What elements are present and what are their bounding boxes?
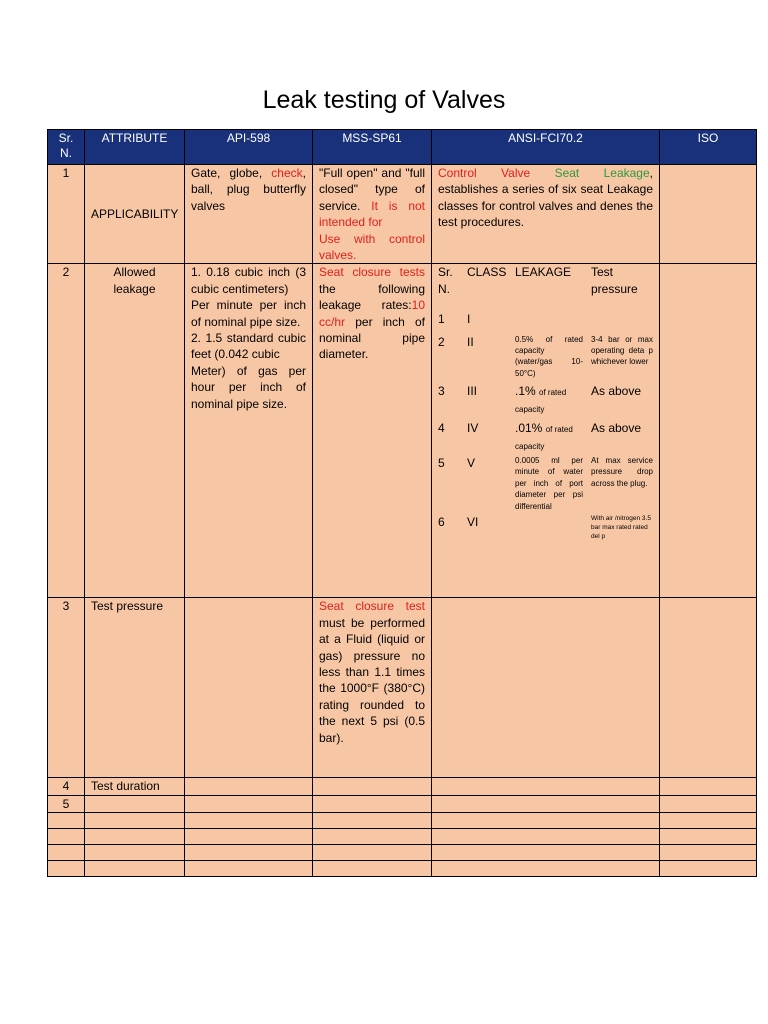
- list-item: [438, 453, 653, 512]
- lc-4-n: 4: [438, 421, 445, 436]
- lc-3-n: 3: [438, 384, 445, 399]
- lc-6-leakage: [515, 512, 583, 541]
- lc-1-class: I: [467, 312, 471, 327]
- empty-cell: [48, 829, 85, 845]
- table-row: [48, 861, 757, 877]
- header-iso: ISO: [660, 130, 757, 165]
- table-row: [48, 845, 757, 861]
- row1-ansi-text-a: Control Valve: [438, 166, 531, 180]
- header-sr: Sr. N.: [48, 130, 85, 165]
- empty-cell: [85, 813, 185, 829]
- empty-cell: [432, 861, 660, 877]
- list-item: [438, 328, 653, 380]
- empty-cell: [85, 861, 185, 877]
- lc-4-class: IV: [467, 421, 479, 436]
- empty-cell: [313, 861, 432, 877]
- row5-sr: 5: [48, 795, 85, 812]
- lc-2-leakage: 0.5% of rated capacity (water/gas 10-50°C): [515, 334, 583, 378]
- lc-4-test: As above: [591, 421, 642, 436]
- empty-cell: [48, 845, 85, 861]
- row1-api: [185, 165, 313, 264]
- row5-mss: [313, 795, 432, 812]
- empty-cell: [313, 829, 432, 845]
- leakage-class-table: [438, 264, 653, 541]
- row2-ansi: [432, 264, 660, 598]
- header-attribute: ATTRIBUTE: [85, 130, 185, 165]
- header-api: API-598: [185, 130, 313, 165]
- row3-mss-text-b: must be performed at a Fluid (liquid or gas) pressure no less than 1.1 times the 1000°F (380°C) rating rounded to the next 5 psi (0.5 bar).: [319, 615, 425, 745]
- row3-sr: 3: [48, 598, 85, 778]
- row1-iso: [660, 165, 757, 264]
- empty-cell: [660, 813, 757, 829]
- row4-ansi: [432, 778, 660, 795]
- row2-api-text-a: 1. 0.18 cubic inch (3 cubic centimeters): [191, 265, 306, 296]
- lc-5-class: V: [467, 455, 476, 470]
- row1-api-text-a: Gate, globe,: [191, 166, 272, 180]
- row4-attribute: Test duration: [85, 778, 185, 795]
- table-row: [48, 829, 757, 845]
- row2-api: [185, 264, 313, 598]
- list-item: [438, 379, 653, 416]
- lc-4-leakage-b: of rated capacity: [515, 425, 573, 451]
- lc-2-test: 3-4 bar or max operating deta p whichever lower: [591, 334, 653, 367]
- lc-2-class: II: [467, 334, 474, 349]
- row3-mss: [313, 598, 432, 778]
- lc-6-n: 6: [438, 514, 445, 529]
- row2-iso: [660, 264, 757, 598]
- empty-cell: [48, 861, 85, 877]
- row1-attribute-text: APPLICABILITY: [91, 207, 179, 222]
- lc-1-leakage: [515, 297, 583, 327]
- row1-mss: [313, 165, 432, 264]
- lc-head-leakage: LEAKAGE: [515, 265, 572, 280]
- lc-6-class: VI: [467, 514, 479, 529]
- lc-5-n: 5: [438, 455, 445, 470]
- row2-mss-text-c: 10 cc/hr: [319, 298, 425, 329]
- lc-1-n: 1: [438, 312, 445, 327]
- empty-cell: [660, 861, 757, 877]
- lc-3-test: As above: [591, 384, 642, 399]
- row2-api-text-d: Meter) of gas per hour per inch of nominal pipe size.: [191, 363, 306, 411]
- row4-mss: [313, 778, 432, 795]
- row3-mss-text-a: Seat closure test: [319, 599, 425, 614]
- empty-cell: [85, 829, 185, 845]
- row1-ansi-text-c: , establishes a series of six seat Leakage classes for control valves and denes the test procedures.: [438, 166, 653, 230]
- lc-3-leakage: [515, 379, 583, 416]
- table-row: [48, 813, 757, 829]
- table-row: [48, 598, 757, 778]
- row1-mss-text-a: "Full open" and "full closed" type of service.: [319, 166, 425, 213]
- row5-iso: [660, 795, 757, 812]
- row3-iso: [660, 598, 757, 778]
- row2-sr: 2: [48, 264, 85, 598]
- empty-cell: [185, 861, 313, 877]
- header-row: [48, 130, 757, 165]
- table-row: [48, 778, 757, 795]
- leak-testing-table: [47, 129, 757, 877]
- row4-api: [185, 778, 313, 795]
- empty-cell: [313, 813, 432, 829]
- row5-ansi: [432, 795, 660, 812]
- lc-5-leakage: 0.0005 ml per minute of water per inch of port diameter per psi differential: [515, 455, 583, 511]
- row2-mss-text-d: per inch of nominal pipe diameter.: [319, 314, 425, 362]
- lc-4-leakage: [515, 416, 583, 453]
- row2-mss: [313, 264, 432, 598]
- empty-cell: [432, 845, 660, 861]
- lc-head-test: Test pressure: [591, 265, 638, 296]
- empty-cell: [185, 829, 313, 845]
- leakage-class-header: [438, 264, 653, 297]
- lc-6-test: With air /nitrogen 3.5 bar max rated rated del p: [591, 514, 651, 540]
- header-ansi: ANSI-FCI70.2: [432, 130, 660, 165]
- empty-cell: [85, 845, 185, 861]
- lc-2-n: 2: [438, 334, 445, 349]
- row3-ansi: [432, 598, 660, 778]
- empty-cell: [432, 813, 660, 829]
- row1-mss-text-c: Use with control valves.: [319, 231, 425, 263]
- row5-attribute: [85, 795, 185, 812]
- empty-cell: [660, 829, 757, 845]
- lc-5-test: At max service pressure drop across the plug.: [591, 455, 653, 488]
- empty-cell: [185, 813, 313, 829]
- empty-cell: [313, 845, 432, 861]
- row3-attribute: Test pressure: [85, 598, 185, 778]
- lc-1-test: [583, 297, 653, 327]
- lc-3-leakage-a: .1%: [515, 384, 536, 399]
- list-item: [438, 512, 653, 541]
- row1-ansi: [432, 165, 660, 264]
- lc-3-class: III: [467, 384, 478, 399]
- lc-3-leakage-b: of rated capacity: [515, 388, 567, 414]
- lc-4-leakage-a: .01%: [515, 421, 543, 436]
- row3-api: [185, 598, 313, 778]
- empty-cell: [432, 829, 660, 845]
- row1-api-text-c: , ball, plug butterfly valves: [191, 166, 306, 213]
- lc-head-class: CLASS: [467, 265, 507, 280]
- row4-iso: [660, 778, 757, 795]
- row2-api-text-b: Per minute per inch of nominal pipe size.: [191, 298, 306, 329]
- row5-api: [185, 795, 313, 812]
- page-title: Leak testing of Valves: [262, 86, 506, 114]
- row1-attribute: [85, 165, 185, 264]
- lc-head-sr: Sr. N.: [438, 265, 453, 296]
- table-row: [48, 165, 757, 264]
- row1-api-text-b: check: [271, 166, 303, 180]
- row1-sr: 1: [48, 165, 85, 264]
- row2-mss-text-b: the following leakage rates:: [319, 281, 425, 313]
- row1-ansi-text-b: Seat Leakage: [554, 166, 650, 180]
- empty-cell: [48, 813, 85, 829]
- header-mss: MSS-SP61: [313, 130, 432, 165]
- list-item: [438, 297, 653, 327]
- row1-mss-text-b: It is not intended for: [319, 198, 426, 230]
- row2-attribute: Allowed leakage: [85, 264, 185, 598]
- table-row: [48, 264, 757, 598]
- table-row: [48, 795, 757, 812]
- row2-api-text-c: 2. 1.5 standard cubic feet (0.042 cubic: [191, 331, 306, 362]
- row2-mss-text-a: Seat closure tests: [319, 265, 425, 280]
- row4-sr: 4: [48, 778, 85, 795]
- list-item: [438, 416, 653, 453]
- empty-cell: [185, 845, 313, 861]
- empty-cell: [660, 845, 757, 861]
